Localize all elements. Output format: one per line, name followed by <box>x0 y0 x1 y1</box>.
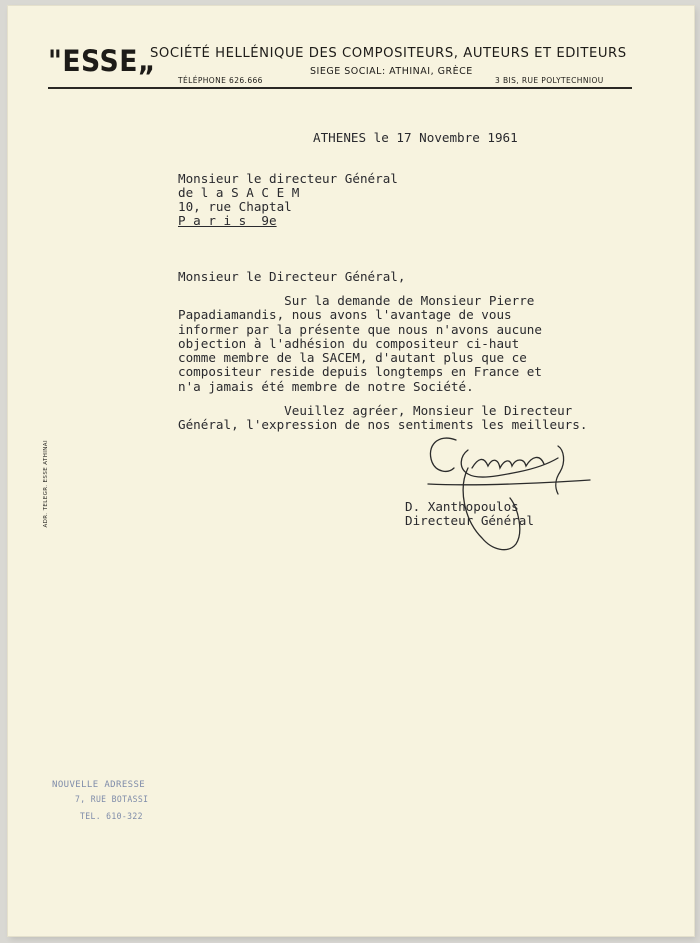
handwritten-signature <box>408 428 598 568</box>
recipient-line-1: Monsieur le directeur Général <box>178 171 398 186</box>
closing-paragraph: Veuillez agréer, Monsieur le Directeur Général, l'expression de nos sentiments les meilleurs. <box>178 403 588 433</box>
signer-name: D. Xanthopoulos <box>405 499 519 514</box>
salutation: Monsieur le Directeur Général, <box>178 269 406 284</box>
organization-name: SOCIÉTÉ HELLÉNIQUE DES COMPOSITEURS, AUTEURS ET EDITEURS <box>150 46 627 61</box>
recipient-block <box>178 172 398 228</box>
recipient-line-4: P a r i s 9e <box>178 213 277 228</box>
telephone-line: TÉLÉPHONE 626.666 <box>178 76 263 85</box>
stamp-street: 7, RUE BOTASSI <box>75 795 149 805</box>
new-address-stamp: NOUVELLE ADRESSE <box>52 780 146 790</box>
signature-block <box>405 500 534 529</box>
letter-body: Sur la demande de Monsieur Pierre Papadiamandis, nous avons l'avantage de vous informer par la présente que nous n'avons aucune objection à l'adhésion du compositeur ci-haut comme membre de la SACEM, d'autant plus que ce compositeur reside depuis longtemps en France et n'a jamais été membre de notre Société. <box>178 293 542 394</box>
street-address: 3 BIS, RUE POLYTECHNIOU <box>495 76 604 85</box>
signer-title: Directeur Général <box>405 513 534 529</box>
letterhead-rule <box>48 87 632 89</box>
date-line: ATHENES le 17 Novembre 1961 <box>313 130 518 145</box>
recipient-line-3: 10, rue Chaptal <box>178 199 292 214</box>
headquarters-line: SIEGE SOCIAL: ATHINAI, GRÈCE <box>310 66 473 77</box>
stamp-telephone: TEL. 610-322 <box>80 812 143 822</box>
esse-logo: "ESSE„ <box>48 44 156 78</box>
recipient-line-2: de l a S A C E M <box>178 185 300 200</box>
telegraph-address: ADR. TELEGR. ESSE ATHINAI <box>43 440 49 528</box>
